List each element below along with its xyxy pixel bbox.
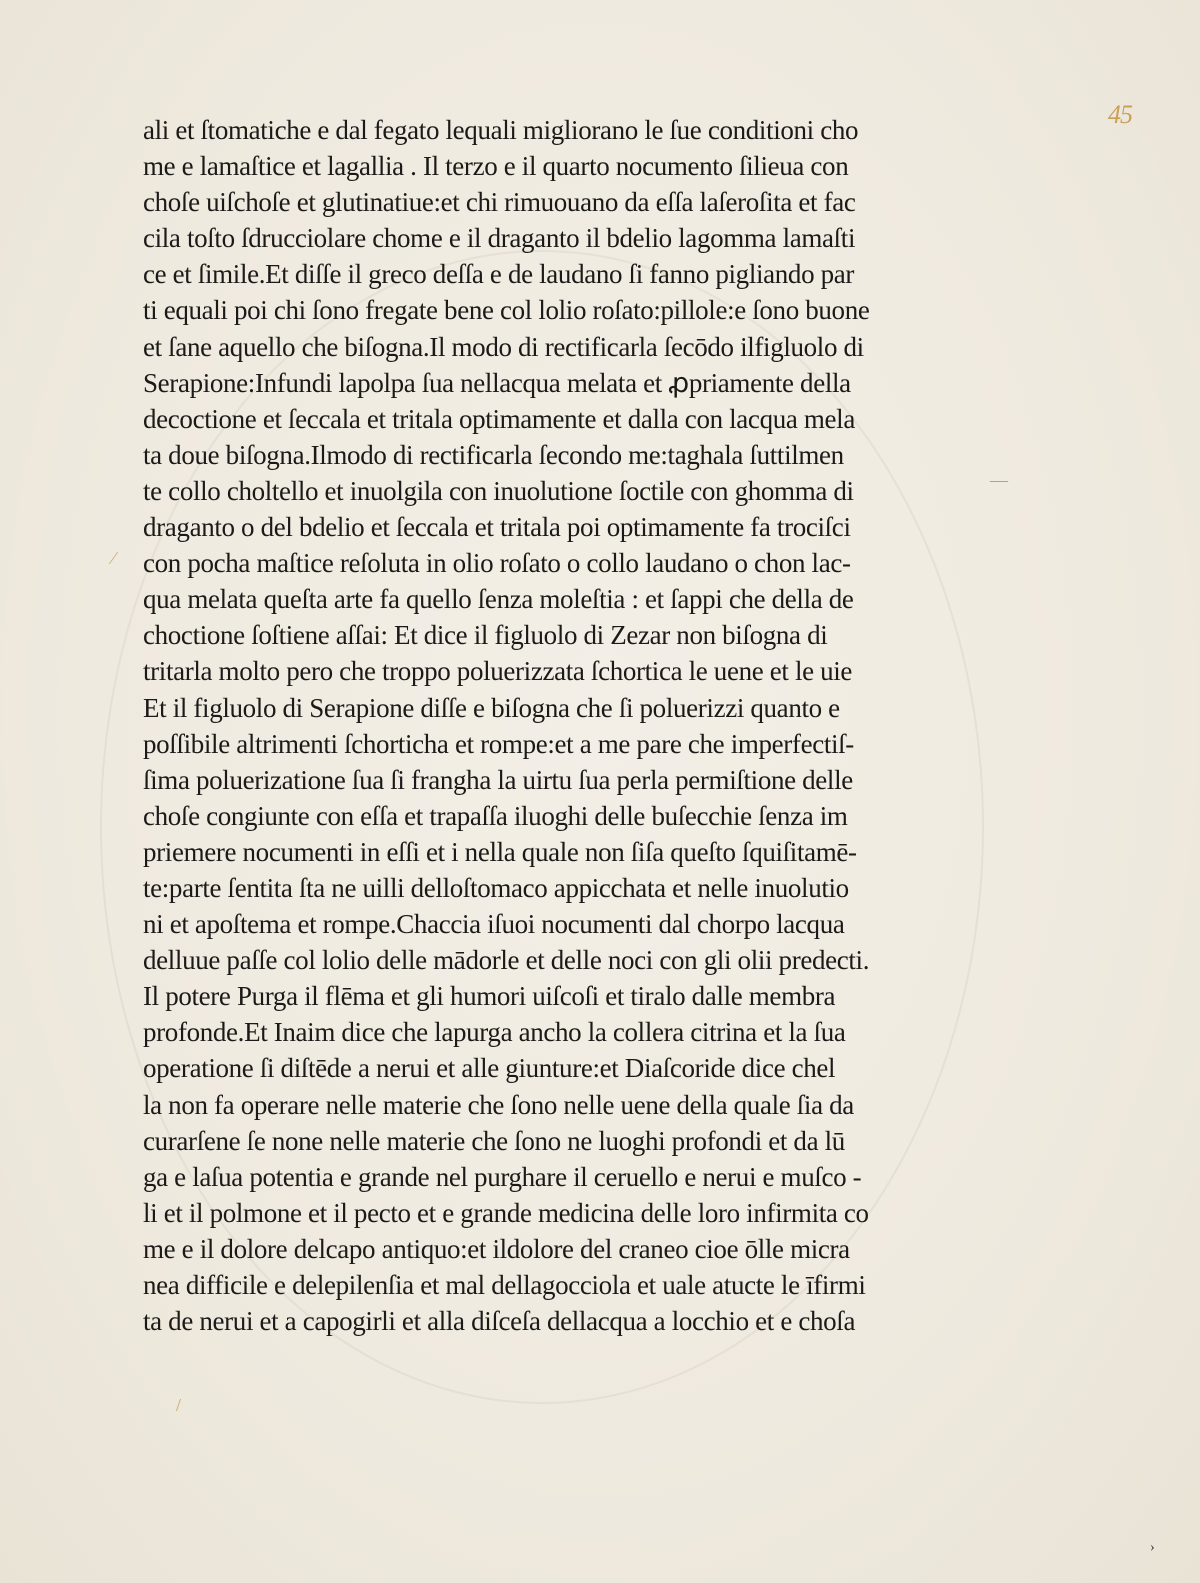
margin-mark-bottom: / [176,1395,182,1415]
text-line: profonde.Et Inaim dice che lapurga ancho la collera citrina et la ſua [143,1017,846,1048]
text-line: cila toſto ſdrucciolare chome e il draganto il bdelio lagomma lamaſti [143,223,856,254]
text-line: decoctione et ſeccala et tritala optimamente et dalla con lacqua mela [143,403,855,434]
text-line: ce et ſimile.Et diſſe il greco deſſa e de laudano ſi fanno pigliando par [143,259,855,290]
text-line: operatione ſi diſtēde a nerui et alle giunture:et Diaſcoride dice chel [143,1053,836,1084]
text-line: me e il dolore delcapo antiquo:et ildolore del craneo cioe ōlle micra [143,1233,850,1264]
text-line: draganto o del bdelio et ſeccala et tritala poi optimamente fa trociſci [143,512,851,543]
text-line: te:parte ſentita ſta ne uilli delloſtomaco appicchata et nelle inuolutio [143,872,849,903]
margin-mark-left: ⁄ [112,548,116,568]
text-line: choſe uiſchoſe et glutinatiue:et chi rimuouano da eſſa laſeroſita et fac [143,187,856,218]
text-line: ni et apoſtema et rompe.Chaccia iſuoi nocumenti dal chorpo lacqua [143,909,845,940]
text-line: curarſene ſe none nelle materie che ſono ne luoghi profondi et da lū [143,1125,845,1156]
text-line: me e lamaſtice et lagallia . Il terzo e il quarto nocumento ſilieua con [143,151,849,182]
text-line: ta de nerui et a capogirli et alla diſceſa dellacqua a locchio et e choſa [143,1306,856,1337]
text-line: ti equali poi chi ſono fregate bene col lolio roſato:pillole:e ſono buone [143,295,870,326]
text-line: priemere nocumenti in eſſi et i nella quale non ſiſa queſto ſquiſitamē- [143,836,857,867]
text-line: Serapione:Infundi lapolpa ſua nellacqua melata et ꝓpriamente della [143,367,851,398]
text-line: Et il figluolo di Serapione diſſe e biſogna che ſi poluerizzi quanto e [143,692,840,723]
text-line: Il potere Purga il flēma et gli humori uiſcoſi et tiralo dalle membra [143,981,836,1012]
corner-mark: › [1150,1540,1155,1555]
text-line: te collo choltello et inuolgila con inuolutione ſoctile con ghomma di [143,475,854,506]
text-line: delluue paſſe col lolio delle mādorle et delle noci con gli olii predecti. [143,945,870,976]
text-line: nea difficile e delepilenſia et mal dellagocciola et uale atucte le īfirmi [143,1270,866,1300]
folio-number: 45 [1108,100,1132,129]
text-line: ali et ſtomatiche e dal fegato lequali migliorano le ſue conditioni cho [143,115,859,145]
text-line: ga e laſua potentia e grande nel purghare il ceruello e nerui e muſco - [143,1161,862,1192]
text-line: ta doue biſogna.Ilmodo di rectificarla ſecondo me:taghala ſuttilmen [143,439,844,470]
text-line: choctione ſoſtiene aſſai: Et dice il figluolo di Zezar non biſogna di [143,620,828,651]
text-line: qua melata queſta arte fa quello ſenza moleſtia : et ſappi che della de [143,584,854,615]
text-line: la non fa operare nelle materie che ſono nelle uene della quale ſia da [143,1089,854,1120]
text-line: tritarla molto pero che troppo poluerizzata ſchortica le uene et le uie [143,656,853,687]
text-line: con pocha maſtice reſoluta in olio roſato o collo laudano o chon lac- [143,548,851,579]
text-line: li et il polmone et il pecto et e grande medicina delle loro infirmita co [143,1197,869,1228]
text-line: poſſibile altrimenti ſchorticha et rompe:et a me pare che imperfectiſ- [143,728,854,759]
margin-mark-right: — [990,470,1008,490]
text-line: choſe congiunte con eſſa et trapaſſa iluoghi delle buſecchie ſenza im [143,800,848,831]
body-text [143,112,983,1339]
text-line: et ſane aquello che biſogna.Il modo di rectificarla ſecōdo ilfigluolo di [143,331,864,362]
text-line: ſima poluerizatione ſua ſi frangha la uirtu ſua perla permiſtione delle [143,764,853,795]
